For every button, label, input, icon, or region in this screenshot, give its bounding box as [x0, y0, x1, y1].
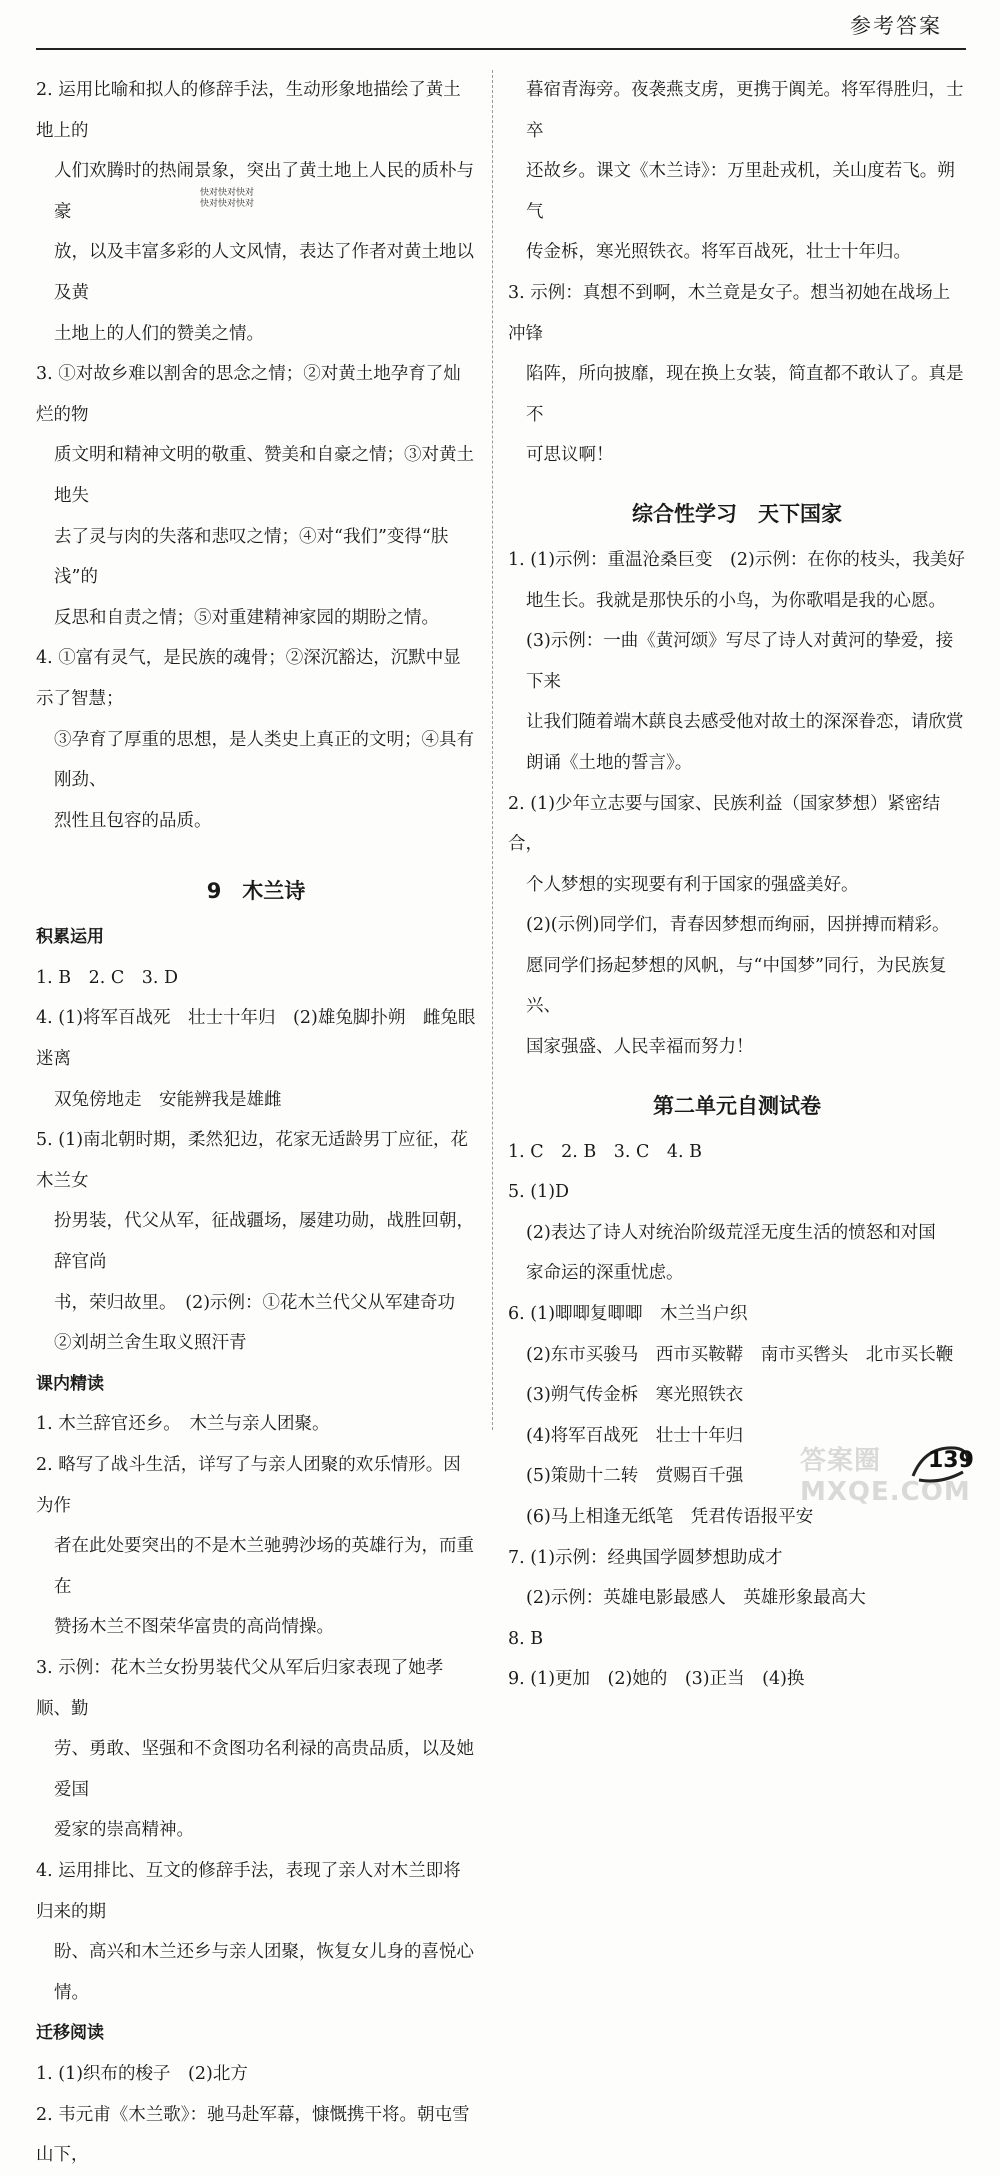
answer-line: 朗诵《土地的誓言》。 [526, 752, 693, 773]
answer-line: 劳、勇敢、坚强和不贪图功名利禄的高贵品质，以及她爱国 [54, 1739, 474, 1800]
answer-line: 传金柝，寒光照铁衣。将军百战死，壮士十年归。 [526, 242, 911, 263]
column-divider [492, 70, 493, 1430]
answer-line: 双兔傍地走 安能辨我是雄雌 [54, 1089, 282, 1110]
answer-line: 2. 运用比喻和拟人的修辞手法，生动形象地描绘了黄土地上的 [36, 80, 461, 141]
section-title: 第二单元自测试卷 [653, 1093, 821, 1118]
spacer [508, 1068, 966, 1086]
spacer [36, 841, 476, 871]
answer-line: 家命运的深重忧虑。 [526, 1263, 684, 1284]
answer-line: 1. C 2. B 3. C 4. B [508, 1141, 703, 1162]
answer-line: ③孕育了厚重的思想，是人类史上真正的文明；④具有刚劲、 [54, 729, 474, 791]
answer-line: 5. (1)南北朝时期，柔然犯边，花家无适龄男丁应征，花木兰女 [36, 1130, 469, 1191]
answer-line: (2)示例：英雄电影最感人 英雄形象最高大 [526, 1588, 866, 1609]
answer-line: 人们欢腾时的热闹景象，突出了黄土地上人民的质朴与豪 [54, 161, 474, 222]
answer-line: 爱家的崇高精神。 [54, 1820, 194, 1841]
answer-line: 质文明和精神文明的敬重、赞美和自豪之情；③对黄土地失 [54, 445, 474, 506]
left-column [36, 70, 476, 2176]
page-header-title: 参考答案 [850, 14, 942, 38]
answer-line: 暮宿青海旁。夜袭燕支虏，更携于阗羌。将军得胜归，士卒 [526, 80, 964, 141]
section-title: 9 木兰诗 [206, 879, 306, 904]
answer-line: 5. (1)D [508, 1182, 570, 1203]
answer-line: 赞扬木兰不图荣华富贵的高尚情操。 [54, 1617, 334, 1638]
answer-line: 盼、高兴和木兰还乡与亲人团聚，恢复女儿身的喜悦心情。 [54, 1942, 474, 2003]
answer-line: 2. 略写了战斗生活，详写了与亲人团聚的欢乐情形。因为作 [36, 1455, 461, 1516]
section-title: 综合性学习 天下国家 [632, 501, 842, 526]
page-number: 139 [928, 1448, 974, 1473]
answer-line: 烈性且包容的品质。 [54, 810, 212, 831]
answer-line: 书，荣归故里。 (2)示例：①花木兰代父从军建奇功 [54, 1292, 456, 1313]
answer-line: 2. 韦元甫《木兰歌》：驰马赴军幕，慷慨携干将。朝屯雪山下， [36, 2104, 470, 2166]
answer-line: 1. (1)织布的梭子 (2)北方 [36, 2063, 248, 2084]
answer-line: 扮男装，代父从军，征战疆场，屡建功勋，战胜回朝，辞官尚 [54, 1211, 474, 1273]
answer-line: (3)朔气传金柝 寒光照铁衣 [526, 1385, 744, 1406]
answer-line: 还故乡。课文《木兰诗》：万里赴戎机，关山度若飞。朔气 [526, 161, 955, 222]
answer-line: (6)马上相逢无纸笔 凭君传语报平安 [526, 1507, 814, 1527]
answer-line: 1. 木兰辞官还乡。 木兰与亲人团聚。 [36, 1414, 330, 1435]
answer-line: 2. (1)少年立志要与国家、民族利益（国家梦想）紧密结合， [508, 793, 941, 855]
answer-line: (2)东市买骏马 西市买鞍鞯 南市买辔头 北市买长鞭 [526, 1344, 954, 1365]
answer-line: (2)表达了诗人对统治阶级荒淫无度生活的愤怒和对国 [526, 1222, 936, 1243]
subsection-heading: 课内精读 [36, 1373, 104, 1394]
answer-line: 去了灵与肉的失落和悲叹之情；④对“我们”变得“肤浅”的 [54, 526, 449, 588]
subsection-heading: 迁移阅读 [36, 2023, 104, 2044]
answer-line: 3. ①对故乡难以割舍的思念之情；②对黄土地孕育了灿烂的物 [36, 364, 461, 425]
answer-line: 3. 示例：真想不到啊，木兰竟是女子。想当初她在战场上冲锋 [508, 282, 951, 344]
watermark-stamp: 快对快对快对 快对快对快对 [200, 188, 255, 209]
answer-line: 愿同学们扬起梦想的风帆，与“中国梦”同行，为民族复兴、 [526, 955, 947, 1017]
spacer [508, 476, 966, 494]
answer-line: 国家强盛、人民幸福而努力！ [526, 1037, 754, 1058]
answer-line: 放，以及丰富多彩的人文风情，表达了作者对黄土地以及黄 [54, 242, 474, 303]
answer-line: 3. 示例：花木兰女扮男装代父从军后归家表现了她孝顺、勤 [36, 1657, 444, 1719]
answer-line: 让我们随着端木蕻良去感受他对故土的深深眷恋，请欣赏 [526, 712, 964, 733]
site-watermark: 答案圈 MXQE.COM [800, 1446, 971, 1507]
answer-line: 反思和自责之情；⑤对重建精神家园的期盼之情。 [54, 607, 439, 628]
answer-line: 个人梦想的实现要有利于国家的强盛美好。 [526, 874, 859, 895]
answer-line: 4. (1)将军百战死 壮士十年归 (2)雄兔脚扑朔 雌兔眼迷离 [36, 1008, 476, 1070]
answer-line: ②刘胡兰舍生取义照汗青 [54, 1333, 247, 1354]
answer-line: (3)示例：一曲《黄河颂》写尽了诗人对黄河的挚爱，接下来 [526, 631, 954, 692]
answer-line: 9. (1)更加 (2)她的 (3)正当 (4)换 [508, 1669, 805, 1690]
answer-line: 可思议啊！ [526, 445, 614, 466]
answer-line: 者在此处要突出的不是木兰驰骋沙场的英雄行为，而重在 [54, 1536, 474, 1597]
answer-line: 4. ①富有灵气，是民族的魂骨；②深沉豁达，沉默中显示了智慧； [36, 648, 461, 709]
answer-line: 土地上的人们的赞美之情。 [54, 323, 264, 344]
answer-line: 1. B 2. C 3. D [36, 967, 179, 988]
answer-line: 8. B [508, 1628, 544, 1649]
answer-line: 6. (1)唧唧复唧唧 木兰当户织 [508, 1304, 748, 1325]
subsection-heading: 积累运用 [36, 927, 104, 948]
answer-line: 1. (1)示例：重温沧桑巨变 (2)示例：在你的枝头，我美好 [508, 549, 965, 570]
answer-line: 4. 运用排比、互文的修辞手法，表现了亲人对木兰即将归来的期 [36, 1860, 461, 1922]
answer-line: 地生长。我就是那快乐的小鸟，为你歌唱是我的心愿。 [526, 590, 946, 611]
answer-line: (4)将军百战死 壮士十年归 [526, 1425, 744, 1446]
answer-line: 7. (1)示例：经典国学圆梦想助成才 [508, 1547, 783, 1568]
answer-line: 陷阵，所向披靡，现在换上女装，简直都不敢认了。真是不 [526, 364, 964, 425]
header-divider [36, 48, 966, 50]
answer-line: (2)(示例)同学们，青春因梦想而绚丽，因拼搏而精彩。 [526, 915, 950, 936]
answer-line: (5)策勋十二转 赏赐百千强 [526, 1466, 744, 1487]
